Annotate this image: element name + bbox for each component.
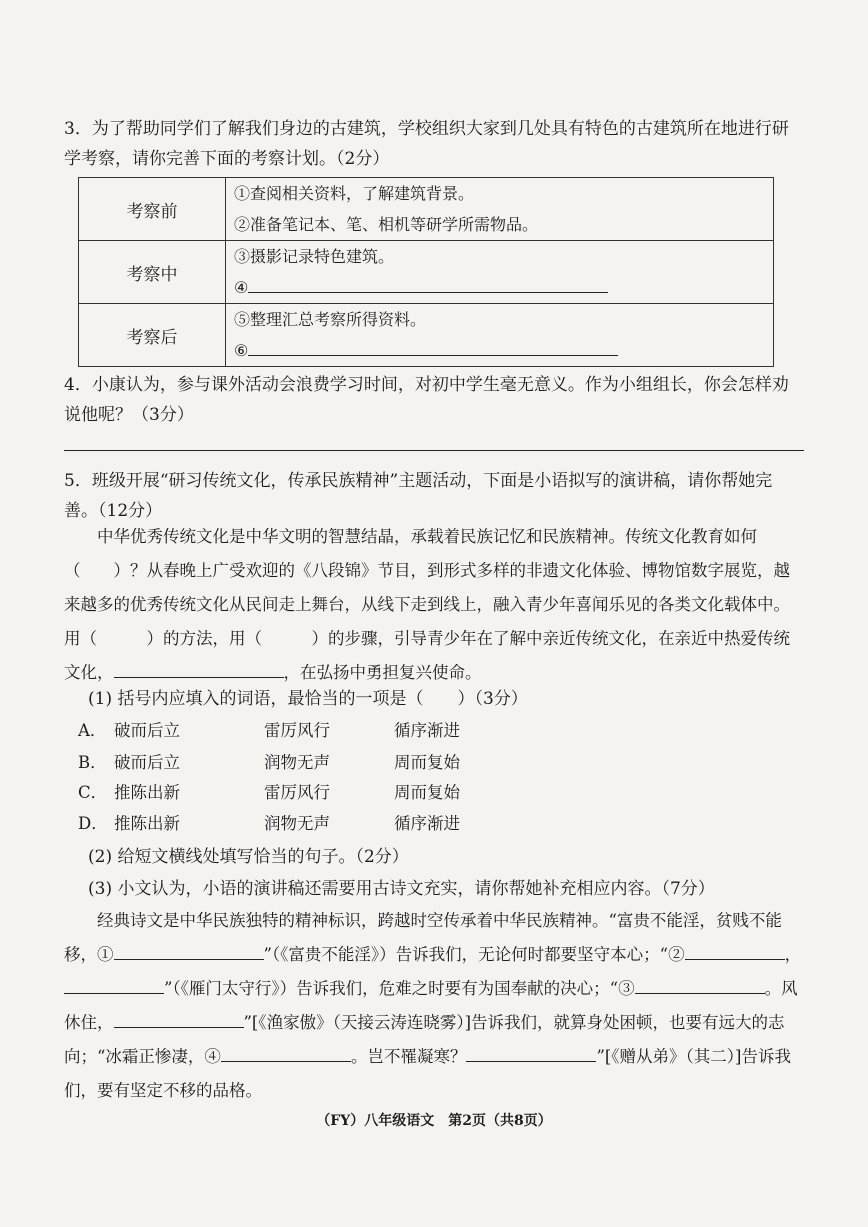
- question-5: 5．班级开展“研习传统文化，传承民族精神”主题活动，下面是小语拟写的演讲稿，请你帮她完善。（12分）: [64, 471, 773, 521]
- option-a[interactable]: A． 破而后立 雷厉风行 循序渐进: [78, 721, 460, 740]
- answer-blank-4[interactable]: [248, 272, 608, 293]
- sub-question-3: (3) 小文认为，小语的演讲稿还需要用古诗文充实，请你帮她补充相应内容。（7分）: [88, 879, 715, 899]
- answer-blank-poem-3b[interactable]: [114, 1007, 244, 1028]
- answer-blank-poem-2a[interactable]: [685, 939, 785, 960]
- plan-item-2: ②准备笔记本、笔、相机等研学所需物品。: [234, 215, 539, 234]
- option-d[interactable]: D． 推陈出新 润物无声 循序渐进: [78, 814, 460, 833]
- page-footer: （FY）八年级语文 第2页（共8页）: [316, 1113, 552, 1129]
- speech-paragraph: [64, 520, 804, 690]
- question-3: 3．为了帮助同学们了解我们身边的古建筑，学校组织大家到几处具有特色的古建筑所在地进行研学考察，请你完善下面的考察计划。（2分）: [64, 119, 789, 169]
- question-4: 4．小康认为，参与课外活动会浪费学习时间，对初中学生毫无意义。作为小组组长，你会怎样劝说他呢？（3分）: [64, 375, 789, 425]
- stage-during: 考察中: [79, 241, 226, 304]
- poem-paragraph: 经典诗文是中华民族独特的精神标识，跨越时空传承着中华民族精神。“富贵不能淫，贫贱不能移，① ”（《富贵不能淫》）告诉我们，无论何时都要坚守本心；“② ，”（《雁门太守行》）告诉我们，危难之时要有为国奉献的决心；“③ 。风休住， ”[《渔家傲》（天接云涛连晓雾）]告诉我们，就算身处困顿，也要有远大的志向；“冰霜正惨凄，④ 。岂不罹凝寒？ ”[《赠从弟》（其二）]告诉我们，要有坚定不移的品格。: [64, 911, 802, 1100]
- plan-item-1: ①查阅相关资料，了解建筑背景。: [234, 184, 475, 203]
- stage-after: 考察后: [79, 304, 226, 367]
- table-row: [79, 241, 774, 304]
- answer-blank-6[interactable]: [248, 335, 618, 356]
- answer-blank-poem-3[interactable]: [635, 973, 765, 994]
- sub-question-2: (2) 给短文横线处填写恰当的句子。（2分）: [88, 847, 409, 867]
- option-b[interactable]: B． 破而后立 润物无声 周而复始: [78, 753, 460, 772]
- answer-blank-poem-4b[interactable]: [466, 1041, 596, 1062]
- answer-blank-speech[interactable]: [114, 657, 284, 678]
- option-c[interactable]: C． 推陈出新 雷厉风行 周而复始: [78, 783, 460, 802]
- plan-item-5: ⑤整理汇总考察所得资料。: [234, 310, 427, 329]
- table-row: [79, 178, 774, 241]
- stage-before: 考察前: [79, 178, 226, 241]
- plan-item-3: ③摄影记录特色建筑。: [234, 247, 395, 266]
- table-row: [79, 304, 774, 367]
- survey-plan-table: [78, 177, 774, 367]
- answer-blank-poem-4[interactable]: [221, 1041, 351, 1062]
- speech-text-end: ，在弘扬中勇担复兴使命。: [283, 663, 482, 682]
- speech-text: 中华优秀传统文化是中华文明的智慧结晶，承载着民族记忆和民族精神。传统文化教育如何（ ）？从春晚上广受欢迎的《八段锦》节目，到形式多样的非遗文化体验、博物馆数字展览，越来越多的优秀传统文化从民间走上舞台，从线下走到线上，融入青少年喜闻乐见的各类文化载体中。用（ ）的方法，用（ ）的步骤，引导青少年在了解中亲近传统文化，在亲近中热爱传统文化，: [64, 527, 790, 682]
- sub-question-1: (1) 括号内应填入的词语，最恰当的一项是（ ）（3分）: [88, 689, 528, 709]
- answer-blank-poem-2b[interactable]: [64, 973, 164, 994]
- plan-item-4: ④: [234, 278, 249, 297]
- answer-line-q4[interactable]: [64, 450, 804, 451]
- answer-blank-poem-1[interactable]: [114, 939, 264, 960]
- plan-item-6: ⑥: [234, 341, 249, 360]
